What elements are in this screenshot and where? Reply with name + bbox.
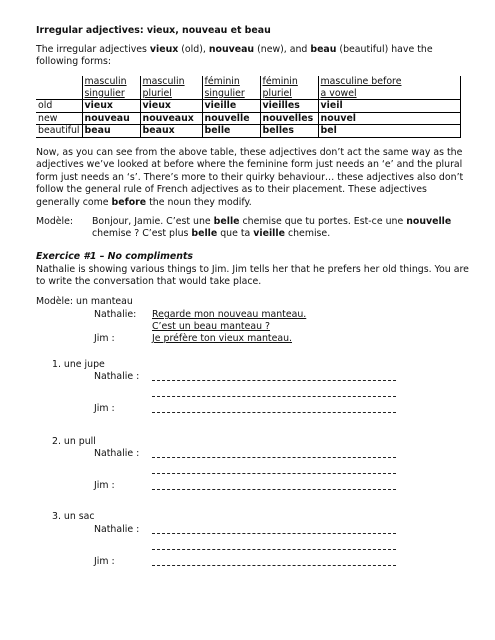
modele-label: Modèle:	[36, 216, 74, 227]
answer-blank[interactable]	[152, 549, 396, 550]
table-cell: nouveau	[82, 112, 140, 125]
answer-blank[interactable]	[152, 396, 396, 397]
table-cell: vieille	[202, 100, 260, 113]
speaker-jim: Jim :	[94, 480, 115, 491]
table-cell: nouveaux	[140, 112, 202, 125]
model-line: Je préfère ton vieux manteau.	[152, 333, 292, 344]
speaker-nathalie: Nathalie :	[94, 448, 140, 459]
speaker-jim: Jim :	[94, 403, 115, 414]
model-speaker-jim: Jim :	[94, 333, 115, 344]
table-row	[36, 112, 460, 125]
table-cell: nouvelle	[202, 112, 260, 125]
worksheet-title: Irregular adjectives: vieux, nouveau et beau	[36, 25, 271, 36]
exercise-instructions: Nathalie is showing various things to Jim. Jim tells her that he prefers her old things. You are to write the conversation that would take place.	[36, 264, 469, 288]
table-corner-cell	[36, 76, 82, 100]
answer-blank[interactable]	[152, 489, 396, 490]
table-row	[36, 100, 460, 113]
table-row	[36, 125, 460, 138]
table-row-label: new	[36, 112, 82, 125]
table-header-cell: masculin pluriel	[140, 76, 202, 100]
exercise-model-label: Modèle: un manteau	[36, 296, 133, 307]
table-cell: belle	[202, 125, 260, 138]
answer-blank[interactable]	[152, 565, 396, 566]
table-cell: vieux	[82, 100, 140, 113]
table-header-cell: féminin singulier	[202, 76, 260, 100]
table-header-cell: féminin pluriel	[260, 76, 318, 100]
intro-paragraph: The irregular adjectives vieux (old), nouveau (new), and beau (beautiful) have the following forms:	[36, 44, 433, 68]
table-cell: nouvel	[318, 112, 460, 125]
exercise-title: Exercice #1 – No compliments	[36, 251, 193, 262]
exercise-item-label: 3. un sac	[52, 511, 95, 522]
speaker-jim: Jim :	[94, 556, 115, 567]
table-header-cell: masculine before a vowel	[318, 76, 460, 100]
exercise-item-label: 1. une jupe	[52, 359, 105, 370]
table-row-label: old	[36, 100, 82, 113]
table-cell: belles	[260, 125, 318, 138]
table-cell: nouvelles	[260, 112, 318, 125]
table-cell: beaux	[140, 125, 202, 138]
table-header-cell: masculin singulier	[82, 76, 140, 100]
table-cell: vieil	[318, 100, 460, 113]
answer-blank[interactable]	[152, 533, 396, 534]
table-header-row	[36, 76, 460, 100]
table-cell: bel	[318, 125, 460, 138]
speaker-nathalie: Nathalie :	[94, 371, 140, 382]
model-line: C’est un beau manteau ?	[152, 321, 270, 332]
table-row-label: beautiful	[36, 125, 82, 138]
answer-blank[interactable]	[152, 473, 396, 474]
model-speaker-nathalie: Nathalie:	[94, 309, 137, 320]
table-cell: vieilles	[260, 100, 318, 113]
model-line: Regarde mon nouveau manteau.	[152, 309, 307, 320]
explanation-paragraph: Now, as you can see from the above table, these adjectives don’t act the same way as the adjectives we’ve looked at before where the feminine form just needs an ‘e’ and the plural form just needs an ‘s’. There’s more to their quirky behaviour… these adjectives also don’t follow the general rule of French adjectives as to their placement. These adjectives generally come before the noun they modify.	[36, 147, 464, 208]
speaker-nathalie: Nathalie :	[94, 524, 140, 535]
adjective-forms-table	[36, 76, 461, 138]
exercise-item-label: 2. un pull	[52, 436, 96, 447]
modele-example-text: Bonjour, Jamie. C’est une belle chemise que tu portes. Est-ce une nouvelle chemise ? C’est plus belle que ta vieille chemise.	[92, 216, 452, 240]
table-cell: beau	[82, 125, 140, 138]
table-cell: vieux	[140, 100, 202, 113]
answer-blank[interactable]	[152, 412, 396, 413]
answer-blank[interactable]	[152, 457, 396, 458]
answer-blank[interactable]	[152, 380, 396, 381]
